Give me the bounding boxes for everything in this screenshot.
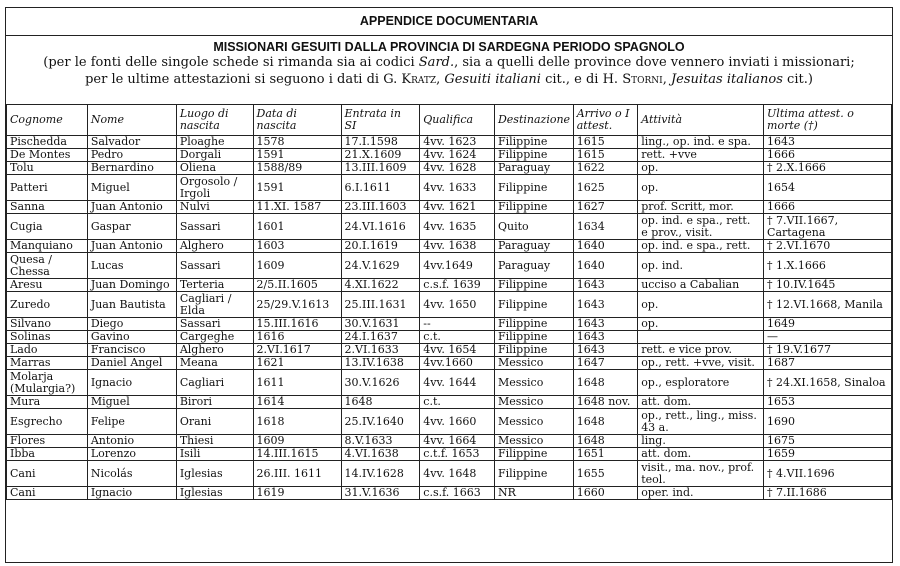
cell-qualifica: 4vv.1660: [420, 357, 495, 370]
cell-data-nascita: 1616: [253, 331, 341, 344]
column-header-ultima-attest: Ultima attest. o morte (†): [764, 105, 892, 136]
table-row: [7, 175, 892, 201]
cell-destinazione: Messico: [494, 409, 573, 435]
note-kratz: Kratz: [401, 72, 437, 87]
table-row: [7, 396, 892, 409]
cell-attivita: op.: [638, 292, 764, 318]
cell-entrata-si: 6.I.1611: [341, 175, 420, 201]
cell-nome: Pedro: [87, 149, 176, 162]
cell-ultima-attest: † 24.XI.1658, Sinaloa: [764, 370, 892, 396]
cell-luogo-nascita: Alghero: [176, 240, 253, 253]
table-row: [7, 318, 892, 331]
table-row: [7, 331, 892, 344]
cell-destinazione: Messico: [494, 396, 573, 409]
cell-nome: Juan Antonio: [87, 201, 176, 214]
cell-ultima-attest: 1659: [764, 448, 892, 461]
cell-destinazione: Quito: [494, 214, 573, 240]
table-title: MISSIONARI GESUITI DALLA PROVINCIA DI SARDEGNA PERIODO SPAGNOLO: [213, 40, 685, 54]
note-part7: cit.): [782, 72, 813, 87]
note-part4: ,: [436, 72, 445, 87]
table-body: [7, 136, 892, 500]
cell-data-nascita: 1588/89: [253, 162, 341, 175]
cell-arrivo: 1643: [573, 318, 637, 331]
cell-nome: Lucas: [87, 253, 176, 279]
cell-nome: Nicolás: [87, 461, 176, 487]
cell-attivita: op., rett. +vve, visit.: [638, 357, 764, 370]
cell-nome: Juan Antonio: [87, 240, 176, 253]
table-row: [7, 370, 892, 396]
cell-ultima-attest: † 1.X.1666: [764, 253, 892, 279]
cell-qualifica: c.t.: [420, 331, 495, 344]
table-row: [7, 487, 892, 500]
cell-ultima-attest: 1666: [764, 149, 892, 162]
cell-nome: Felipe: [87, 409, 176, 435]
cell-ultima-attest: 1675: [764, 435, 892, 448]
sources-note: [6, 54, 892, 88]
cell-luogo-nascita: Orgosolo / Irgoli: [176, 175, 253, 201]
cell-qualifica: c.s.f. 1663: [420, 487, 495, 500]
cell-luogo-nascita: Cargeghe: [176, 331, 253, 344]
note-part6: ,: [662, 72, 671, 87]
cell-entrata-si: 31.V.1636: [341, 487, 420, 500]
cell-destinazione: Filippine: [494, 201, 573, 214]
cell-data-nascita: 1614: [253, 396, 341, 409]
table-row: [7, 201, 892, 214]
cell-luogo-nascita: Nulvi: [176, 201, 253, 214]
cell-ultima-attest: 1654: [764, 175, 892, 201]
cell-attivita: oper. ind.: [638, 487, 764, 500]
cell-attivita: ucciso a Cabalian: [638, 279, 764, 292]
cell-qualifica: 4vv. 1650: [420, 292, 495, 318]
cell-qualifica: 4vv. 1638: [420, 240, 495, 253]
cell-attivita: op., esploratore: [638, 370, 764, 396]
table-row: [7, 409, 892, 435]
cell-qualifica: c.s.f. 1639: [420, 279, 495, 292]
cell-arrivo: 1648 nov.: [573, 396, 637, 409]
column-header-data-nascita: Data di nascita: [253, 105, 341, 136]
cell-data-nascita: 1619: [253, 487, 341, 500]
cell-entrata-si: 1648: [341, 396, 420, 409]
cell-data-nascita: 1603: [253, 240, 341, 253]
cell-cognome: Patteri: [7, 175, 88, 201]
cell-ultima-attest: † 2.VI.1670: [764, 240, 892, 253]
cell-data-nascita: 14.III.1615: [253, 448, 341, 461]
cell-entrata-si: 14.IV.1628: [341, 461, 420, 487]
cell-cognome: Marras: [7, 357, 88, 370]
cell-entrata-si: 4.XI.1622: [341, 279, 420, 292]
column-header-luogo-nascita: Luogo di nascita: [176, 105, 253, 136]
table-row: [7, 344, 892, 357]
cell-nome: Juan Domingo: [87, 279, 176, 292]
cell-entrata-si: 21.X.1609: [341, 149, 420, 162]
cell-attivita: att. dom.: [638, 448, 764, 461]
cell-attivita: op. ind. e spa., rett. e prov., visit.: [638, 214, 764, 240]
cell-cognome: Cani: [7, 487, 88, 500]
cell-destinazione: Filippine: [494, 331, 573, 344]
cell-data-nascita: 1578: [253, 136, 341, 149]
cell-entrata-si: 17.I.1598: [341, 136, 420, 149]
cell-data-nascita: 2/5.II.1605: [253, 279, 341, 292]
cell-attivita: op. ind.: [638, 253, 764, 279]
cell-nome: Daniel Angel: [87, 357, 176, 370]
cell-qualifica: 4vv. 1644: [420, 370, 495, 396]
cell-entrata-si: 24.I.1637: [341, 331, 420, 344]
cell-nome: Miguel: [87, 175, 176, 201]
cell-entrata-si: 24.VI.1616: [341, 214, 420, 240]
cell-luogo-nascita: Birori: [176, 396, 253, 409]
cell-nome: Miguel: [87, 396, 176, 409]
cell-luogo-nascita: Sassari: [176, 318, 253, 331]
cell-cognome: Lado: [7, 344, 88, 357]
cell-destinazione: Filippine: [494, 318, 573, 331]
cell-attivita: ling., op. ind. e spa.: [638, 136, 764, 149]
cell-data-nascita: 11.XI. 1587: [253, 201, 341, 214]
cell-arrivo: 1622: [573, 162, 637, 175]
cell-data-nascita: 1618: [253, 409, 341, 435]
cell-data-nascita: 15.III.1616: [253, 318, 341, 331]
cell-arrivo: 1648: [573, 370, 637, 396]
note-sard: Sard.: [418, 55, 455, 70]
cell-ultima-attest: † 7.II.1686: [764, 487, 892, 500]
table-row: [7, 448, 892, 461]
cell-attivita: prof. Scritt, mor.: [638, 201, 764, 214]
note-part3: per le ultime attestazioni si seguono i dati di G.: [85, 72, 402, 87]
cell-luogo-nascita: Oliena: [176, 162, 253, 175]
cell-nome: Lorenzo: [87, 448, 176, 461]
appendix-title: APPENDICE DOCUMENTARIA: [6, 8, 892, 36]
cell-destinazione: Filippine: [494, 175, 573, 201]
cell-data-nascita: 1621: [253, 357, 341, 370]
cell-destinazione: Messico: [494, 435, 573, 448]
cell-qualifica: 4vv. 1633: [420, 175, 495, 201]
cell-cognome: Tolu: [7, 162, 88, 175]
cell-data-nascita: 1609: [253, 435, 341, 448]
cell-nome: Francisco: [87, 344, 176, 357]
cell-nome: Ignacio: [87, 487, 176, 500]
cell-entrata-si: 25.III.1631: [341, 292, 420, 318]
cell-entrata-si: 25.IV.1640: [341, 409, 420, 435]
cell-data-nascita: 1611: [253, 370, 341, 396]
cell-destinazione: Filippine: [494, 448, 573, 461]
cell-ultima-attest: † 4.VII.1696: [764, 461, 892, 487]
cell-destinazione: Filippine: [494, 136, 573, 149]
cell-entrata-si: 8.V.1633: [341, 435, 420, 448]
cell-destinazione: Paraguay: [494, 253, 573, 279]
cell-data-nascita: 25/29.V.1613: [253, 292, 341, 318]
cell-attivita: op.: [638, 175, 764, 201]
cell-entrata-si: 20.I.1619: [341, 240, 420, 253]
cell-arrivo: 1651: [573, 448, 637, 461]
cell-cognome: Manquiano: [7, 240, 88, 253]
cell-ultima-attest: 1643: [764, 136, 892, 149]
column-header-cognome: Cognome: [7, 105, 88, 136]
cell-entrata-si: 30.V.1626: [341, 370, 420, 396]
cell-attivita: op.: [638, 318, 764, 331]
cell-destinazione: Messico: [494, 370, 573, 396]
table-row: [7, 292, 892, 318]
cell-arrivo: 1643: [573, 344, 637, 357]
column-header-qualifica: Qualifica: [420, 105, 495, 136]
cell-ultima-attest: 1666: [764, 201, 892, 214]
cell-data-nascita: 2.VI.1617: [253, 344, 341, 357]
cell-data-nascita: 26.III. 1611: [253, 461, 341, 487]
cell-nome: Diego: [87, 318, 176, 331]
cell-arrivo: 1615: [573, 136, 637, 149]
cell-arrivo: 1615: [573, 149, 637, 162]
cell-data-nascita: 1609: [253, 253, 341, 279]
cell-attivita: rett. e vice prov.: [638, 344, 764, 357]
cell-cognome: Sanna: [7, 201, 88, 214]
cell-qualifica: 4vv. 1635: [420, 214, 495, 240]
cell-arrivo: 1643: [573, 292, 637, 318]
cell-luogo-nascita: Iglesias: [176, 461, 253, 487]
cell-nome: Ignacio: [87, 370, 176, 396]
cell-data-nascita: 1601: [253, 214, 341, 240]
cell-luogo-nascita: Sassari: [176, 253, 253, 279]
cell-nome: Gaspar: [87, 214, 176, 240]
cell-qualifica: 4vv. 1624: [420, 149, 495, 162]
cell-destinazione: NR: [494, 487, 573, 500]
cell-nome: Juan Bautista: [87, 292, 176, 318]
cell-luogo-nascita: Dorgali: [176, 149, 253, 162]
cell-destinazione: Filippine: [494, 292, 573, 318]
cell-luogo-nascita: Iglesias: [176, 487, 253, 500]
cell-luogo-nascita: Meana: [176, 357, 253, 370]
missionaries-table: [6, 104, 892, 500]
cell-cognome: Flores: [7, 435, 88, 448]
column-header-entrata-si: Entrata in SI: [341, 105, 420, 136]
cell-destinazione: Filippine: [494, 344, 573, 357]
cell-cognome: Zuredo: [7, 292, 88, 318]
cell-attivita: ling.: [638, 435, 764, 448]
cell-qualifica: 4vv. 1623: [420, 136, 495, 149]
cell-ultima-attest: 1653: [764, 396, 892, 409]
cell-nome: Antonio: [87, 435, 176, 448]
document-frame: [5, 7, 893, 563]
cell-attivita: att. dom.: [638, 396, 764, 409]
cell-ultima-attest: 1687: [764, 357, 892, 370]
cell-luogo-nascita: Terteria: [176, 279, 253, 292]
cell-arrivo: 1655: [573, 461, 637, 487]
cell-cognome: Cani: [7, 461, 88, 487]
cell-qualifica: c.t.f. 1653: [420, 448, 495, 461]
cell-luogo-nascita: Orani: [176, 409, 253, 435]
note-part2: , sia a quelli delle province dove vennero inviati i missionari;: [454, 55, 855, 70]
cell-luogo-nascita: Thiesi: [176, 435, 253, 448]
column-header-nome: Nome: [87, 105, 176, 136]
cell-destinazione: Messico: [494, 357, 573, 370]
cell-cognome: Pischedda: [7, 136, 88, 149]
note-part5: cit., e di H.: [540, 72, 623, 87]
table-row: [7, 240, 892, 253]
cell-qualifica: 4vv. 1660: [420, 409, 495, 435]
cell-nome: Bernardino: [87, 162, 176, 175]
note-storni: Storni: [622, 72, 663, 87]
table-row: [7, 136, 892, 149]
cell-ultima-attest: † 2.X.1666: [764, 162, 892, 175]
cell-luogo-nascita: Isili: [176, 448, 253, 461]
table-row: [7, 214, 892, 240]
cell-cognome: De Montes: [7, 149, 88, 162]
cell-cognome: Molarja (Mulargia?): [7, 370, 88, 396]
cell-nome: Salvador: [87, 136, 176, 149]
cell-destinazione: Filippine: [494, 279, 573, 292]
cell-nome: Gavino: [87, 331, 176, 344]
cell-arrivo: 1660: [573, 487, 637, 500]
cell-cognome: Aresu: [7, 279, 88, 292]
table-header-row: [7, 105, 892, 136]
cell-attivita: op. ind. e spa., rett.: [638, 240, 764, 253]
column-header-arrivo: Arrivo o I attest.: [573, 105, 637, 136]
cell-arrivo: 1648: [573, 435, 637, 448]
cell-entrata-si: 23.III.1603: [341, 201, 420, 214]
cell-cognome: Quesa / Chessa: [7, 253, 88, 279]
cell-destinazione: Paraguay: [494, 162, 573, 175]
cell-entrata-si: 24.V.1629: [341, 253, 420, 279]
note-jesuitas: Jesuitas italianos: [670, 72, 783, 87]
cell-ultima-attest: 1690: [764, 409, 892, 435]
cell-luogo-nascita: Alghero: [176, 344, 253, 357]
cell-luogo-nascita: Ploaghe: [176, 136, 253, 149]
cell-luogo-nascita: Cagliari / Elda: [176, 292, 253, 318]
cell-attivita: op.: [638, 162, 764, 175]
note-part1: (per le fonti delle singole schede si rimanda sia ai codici: [43, 55, 419, 70]
column-header-attivita: Attività: [638, 105, 764, 136]
cell-ultima-attest: † 7.VII.1667, Cartagena: [764, 214, 892, 240]
cell-arrivo: 1627: [573, 201, 637, 214]
cell-entrata-si: 4.VI.1638: [341, 448, 420, 461]
cell-destinazione: Filippine: [494, 461, 573, 487]
cell-attivita: visit., ma. nov., prof. teol.: [638, 461, 764, 487]
cell-ultima-attest: † 19.V.1677: [764, 344, 892, 357]
cell-cognome: Cugia: [7, 214, 88, 240]
table-row: [7, 279, 892, 292]
cell-cognome: Silvano: [7, 318, 88, 331]
table-row: [7, 435, 892, 448]
cell-cognome: Ibba: [7, 448, 88, 461]
cell-arrivo: 1648: [573, 409, 637, 435]
table-row: [7, 149, 892, 162]
cell-cognome: Solinas: [7, 331, 88, 344]
cell-attivita: op., rett., ling., miss. 43 a.: [638, 409, 764, 435]
cell-qualifica: 4vv. 1628: [420, 162, 495, 175]
cell-qualifica: c.t.: [420, 396, 495, 409]
cell-arrivo: 1634: [573, 214, 637, 240]
cell-qualifica: 4vv. 1621: [420, 201, 495, 214]
cell-qualifica: 4vv.1649: [420, 253, 495, 279]
cell-ultima-attest: † 10.IV.1645: [764, 279, 892, 292]
table-row: [7, 253, 892, 279]
cell-arrivo: 1640: [573, 240, 637, 253]
table-row: [7, 357, 892, 370]
cell-arrivo: 1647: [573, 357, 637, 370]
cell-qualifica: 4vv. 1648: [420, 461, 495, 487]
cell-data-nascita: 1591: [253, 175, 341, 201]
cell-luogo-nascita: Sassari: [176, 214, 253, 240]
table-row: [7, 162, 892, 175]
cell-cognome: Esgrecho: [7, 409, 88, 435]
cell-arrivo: 1640: [573, 253, 637, 279]
cell-destinazione: Paraguay: [494, 240, 573, 253]
cell-attivita: rett. +vve: [638, 149, 764, 162]
cell-entrata-si: 30.V.1631: [341, 318, 420, 331]
cell-luogo-nascita: Cagliari: [176, 370, 253, 396]
cell-destinazione: Filippine: [494, 149, 573, 162]
cell-ultima-attest: 1649: [764, 318, 892, 331]
cell-qualifica: 4vv. 1664: [420, 435, 495, 448]
cell-cognome: Mura: [7, 396, 88, 409]
cell-qualifica: 4vv. 1654: [420, 344, 495, 357]
table-row: [7, 461, 892, 487]
cell-arrivo: 1643: [573, 279, 637, 292]
cell-ultima-attest: —: [764, 331, 892, 344]
cell-qualifica: --: [420, 318, 495, 331]
cell-arrivo: 1643: [573, 331, 637, 344]
cell-attivita: [638, 331, 764, 344]
cell-entrata-si: 13.IV.1638: [341, 357, 420, 370]
column-header-destinazione: Destinazione: [494, 105, 573, 136]
cell-data-nascita: 1591: [253, 149, 341, 162]
cell-entrata-si: 13.III.1609: [341, 162, 420, 175]
cell-ultima-attest: † 12.VI.1668, Manila: [764, 292, 892, 318]
cell-entrata-si: 2.VI.1633: [341, 344, 420, 357]
note-gesuiti: Gesuiti italiani: [444, 72, 541, 87]
cell-arrivo: 1625: [573, 175, 637, 201]
